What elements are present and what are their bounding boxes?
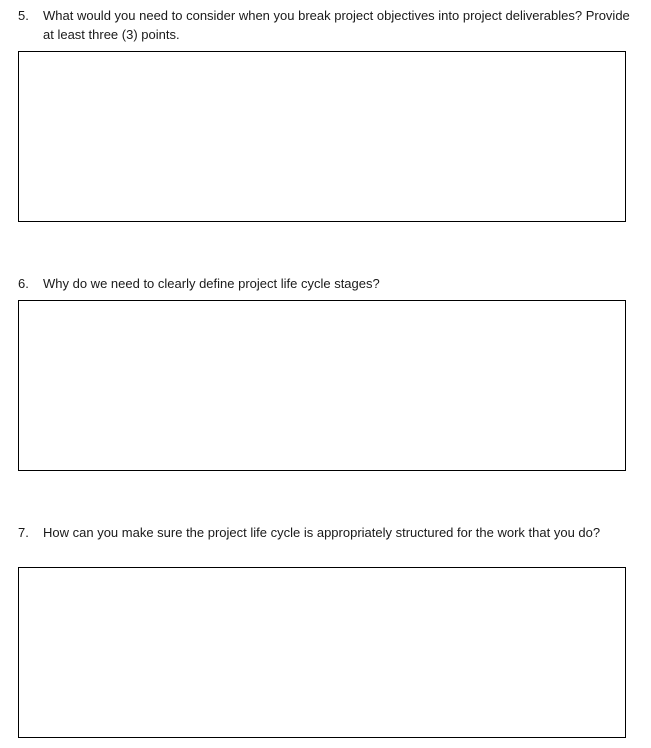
question-text: How can you make sure the project life cycle is appropriately structured for the work that you do? [43, 525, 601, 540]
question-7 [18, 523, 630, 542]
question-text: What would you need to consider when you break project objectives into project deliverables? Provide at least three (3) points. [43, 8, 630, 42]
question-number: 7. [18, 525, 29, 540]
question-6 [18, 274, 633, 293]
question-text: Why do we need to clearly define project life cycle stages? [43, 276, 380, 291]
question-number: 6. [18, 276, 29, 291]
question-5 [18, 6, 633, 44]
answer-box-7[interactable] [18, 567, 626, 738]
answer-box-6[interactable] [18, 300, 626, 471]
question-number: 5. [18, 8, 29, 23]
answer-box-5[interactable] [18, 51, 626, 222]
